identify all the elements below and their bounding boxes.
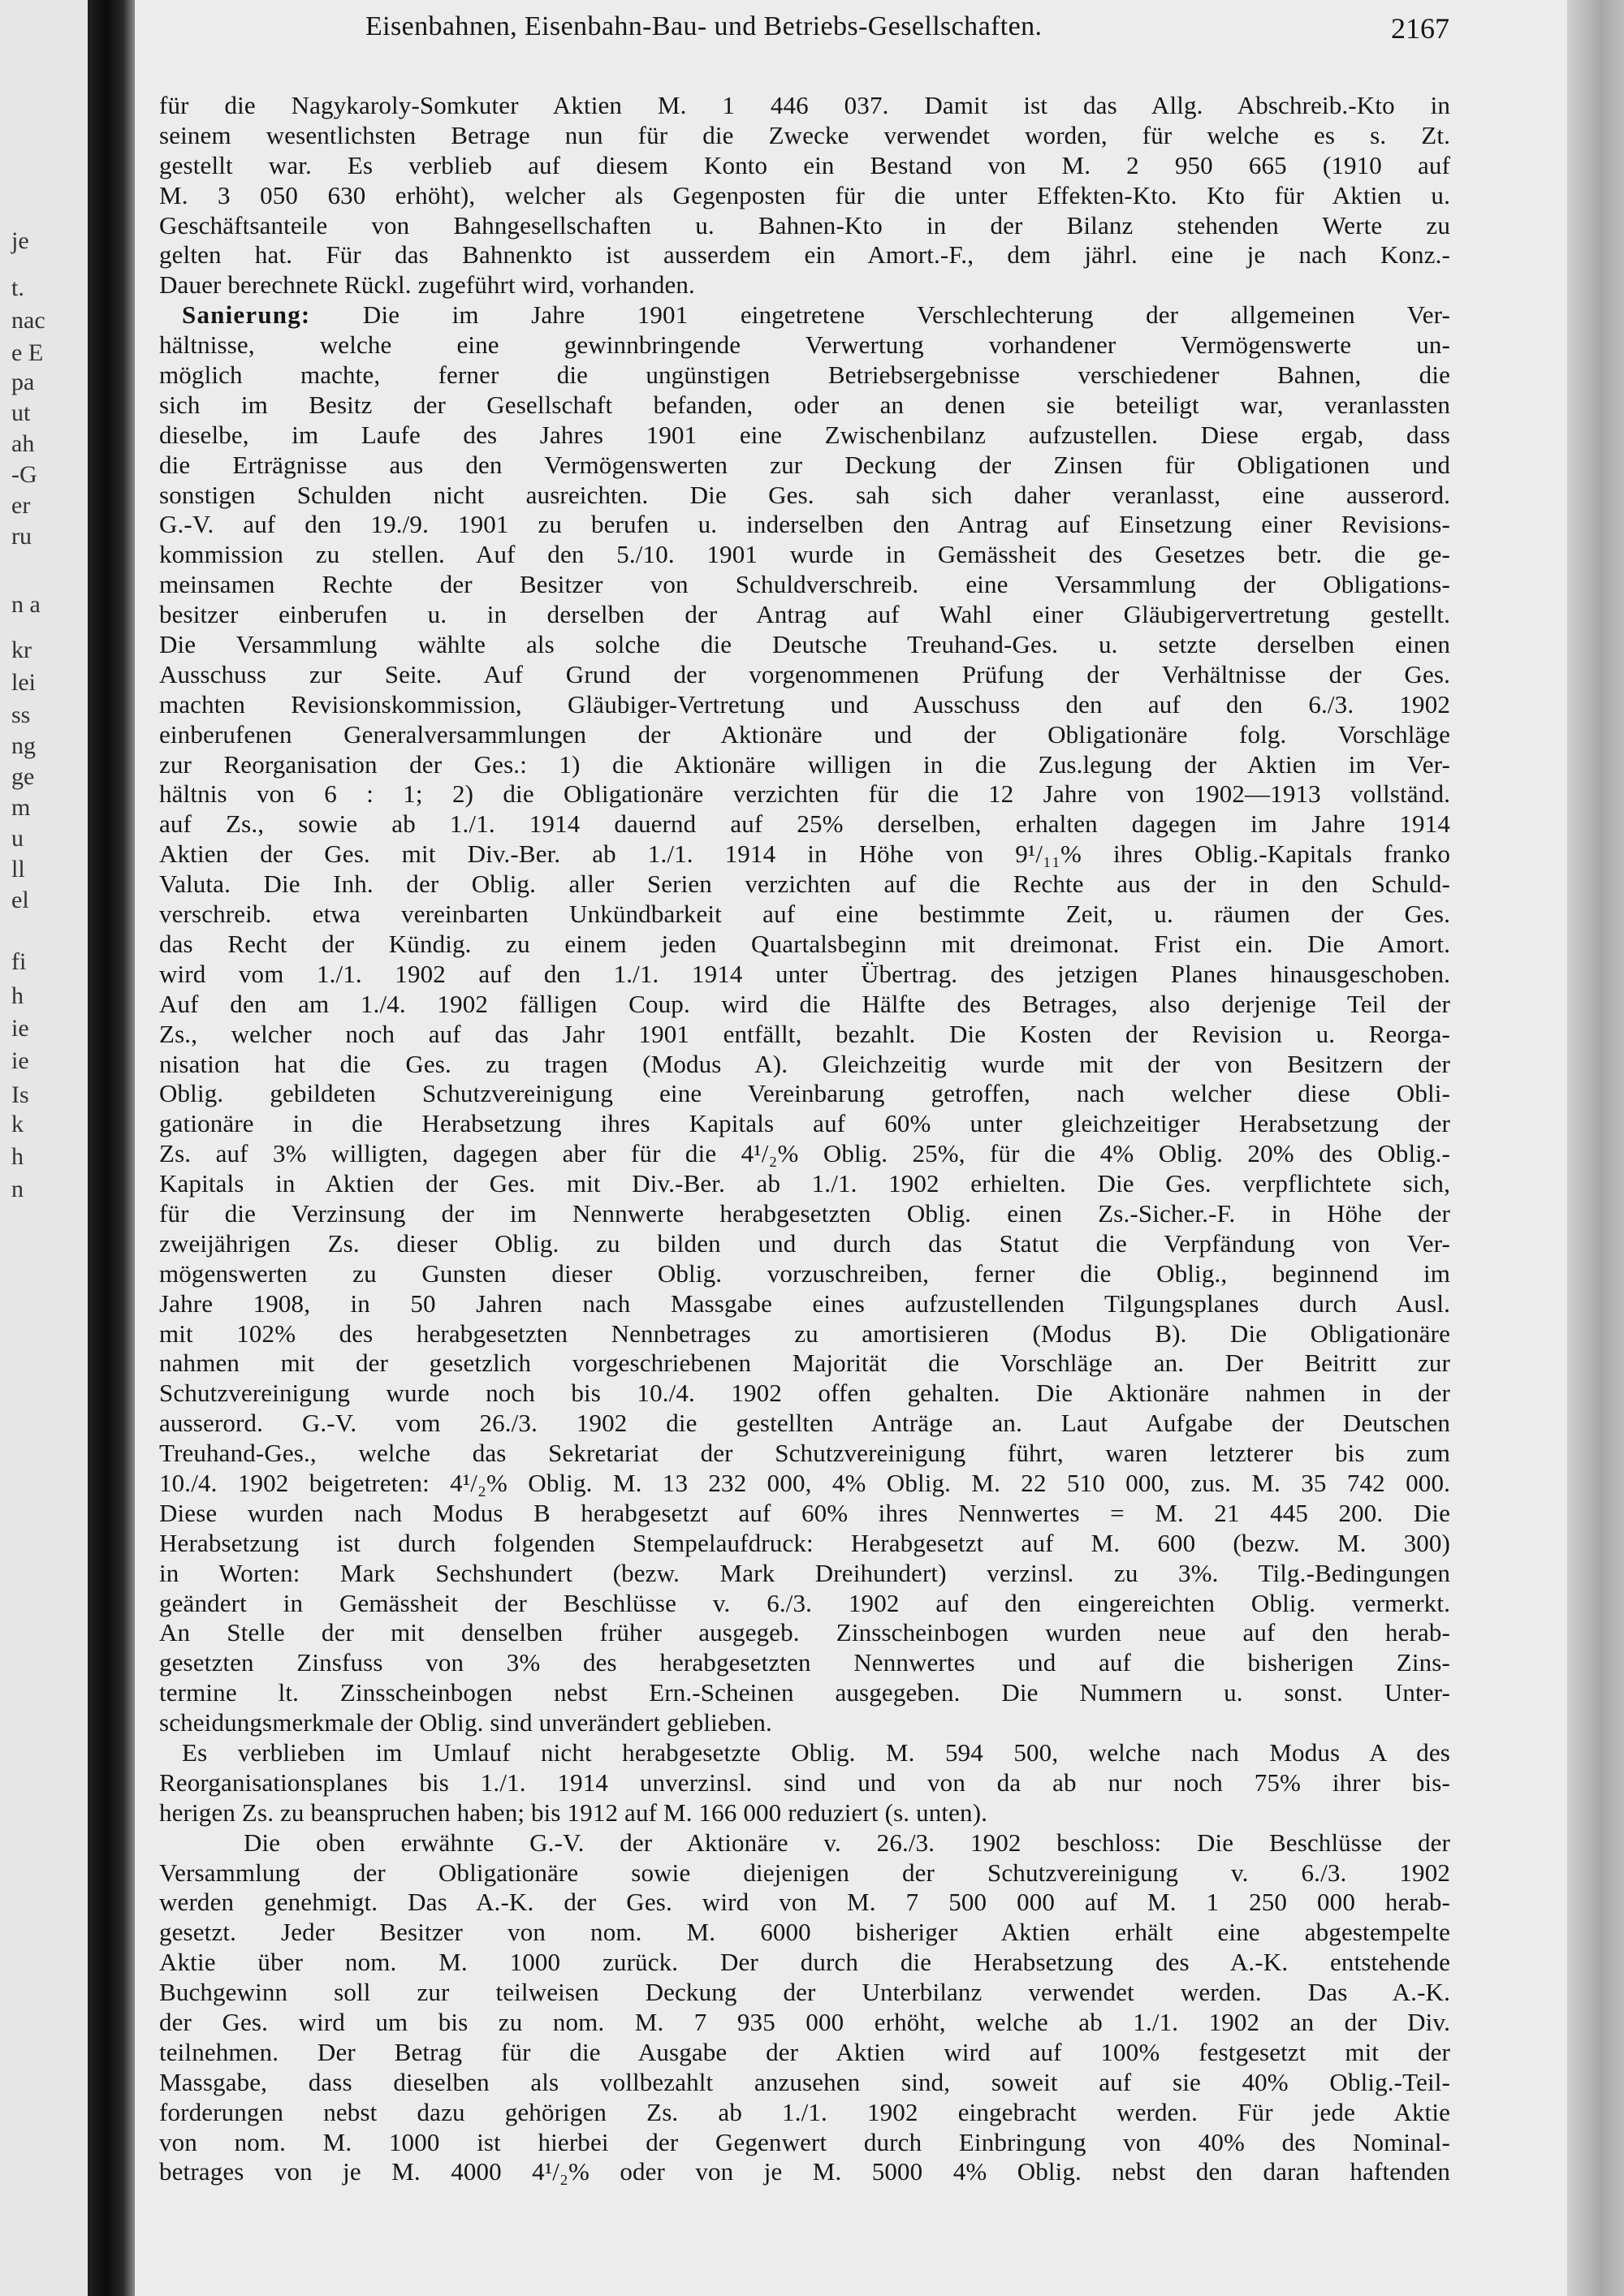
facing-page-text: t. bbox=[11, 274, 24, 301]
line-text: Herabsetzung ist durch folgenden Stempelaufdruck: Herabgesetzt auf M. 600 (bezw. M. 300) bbox=[159, 1528, 1450, 1557]
line-text: forderungen nebst dazu gehörigen Zs. ab 1./1. 1902 eingebracht werden. Für jede Aktie bbox=[159, 2097, 1450, 2126]
text-line bbox=[159, 2157, 1450, 2187]
line-text: Treuhand-Ges., welche das Sekretariat der Schutzvereinigung führt, waren letzterer bis zum bbox=[159, 1439, 1450, 1468]
running-head-title: Eisenbahnen, Eisenbahn-Bau- und Betriebs-Gesellschaften. bbox=[365, 11, 1043, 41]
text-line bbox=[159, 1439, 1450, 1469]
line-text: mit 102% des herabgesetzten Nennbetrages zu amortisieren (Modus B). Die Obligationäre bbox=[159, 1318, 1450, 1348]
text-line bbox=[159, 750, 1450, 780]
page-number: 2167 bbox=[1391, 12, 1449, 45]
line-text: Zs., welcher noch auf das Jahr 1901 entfällt, bezahlt. Die Kosten der Revision u. Reorga- bbox=[159, 1019, 1450, 1048]
facing-page-text: el bbox=[11, 887, 29, 913]
line-text: Aktie über nom. M. 1000 zurück. Der durch die Herabsetzung des A.-K. entstehende bbox=[159, 1948, 1450, 1977]
page-edge bbox=[1567, 0, 1624, 2296]
line-text: möglich machte, ferner die ungünstigen Betriebsergebnisse verschiedener Bahnen, die bbox=[159, 360, 1450, 390]
adjacent-page-fragment bbox=[0, 0, 88, 2296]
text-line bbox=[159, 1199, 1450, 1229]
line-text: Ausschuss zur Seite. Auf Grund der vorgenommenen Prüfung der Verhältnisse der Ges. bbox=[159, 659, 1450, 688]
text-line bbox=[159, 1229, 1450, 1259]
text-line bbox=[159, 1139, 1450, 1169]
facing-page-text: n a bbox=[11, 591, 41, 618]
text-line bbox=[159, 2098, 1450, 2128]
line-text: An Stelle der mit denselben früher ausgegeb. Zinsscheinbogen wurden neue auf den herab- bbox=[159, 1618, 1450, 1647]
text-line bbox=[159, 211, 1450, 241]
line-text: Es verblieben im Umlauf nicht herabgesetzte Oblig. M. 594 500, welche nach Modus A des bbox=[182, 1737, 1450, 1767]
line-text: einberufenen Generalversammlungen der Aktionäre und der Obligationäre folg. Vorschläge bbox=[159, 719, 1450, 749]
text-line bbox=[159, 181, 1450, 211]
line-text: zur Reorganisation der Ges.: 1) die Aktionäre willigen in die Zus.legung der Aktien im Ver- bbox=[159, 749, 1450, 779]
line-text: verschreib. etwa vereinbarten Unkündbarkeit auf eine bestimmte Zeit, u. räumen der Ges. bbox=[159, 900, 1450, 929]
line-text: nahmen mit der gesetzlich vorgeschriebenen Majorität die Vorschläge an. Der Beitritt zur bbox=[159, 1349, 1450, 1378]
text-line bbox=[159, 421, 1450, 451]
text-line bbox=[159, 1648, 1450, 1678]
line-text: G.-V. auf den 19./9. 1901 zu berufen u. inderselben den Antrag auf Einsetzung einer Revisions- bbox=[159, 510, 1450, 539]
book-gutter bbox=[88, 0, 135, 2296]
text-line bbox=[159, 1529, 1450, 1559]
line-text: für die Verzinsung der im Nennwerte herabgesetzten Oblig. einen Zs.-Sicher.-F. in Höhe der bbox=[159, 1198, 1450, 1228]
line-text: die Erträgnisse aus den Vermögenswerten zur Deckung der Zinsen für Obligationen und bbox=[159, 450, 1450, 479]
text-line bbox=[159, 1738, 1450, 1768]
text-line bbox=[159, 1618, 1450, 1648]
line-text: für die Nagykaroly-Somkuter Aktien M. 1 446 037. Damit ist das Allg. Abschreib.-Kto in bbox=[159, 91, 1450, 119]
text-line bbox=[159, 630, 1450, 660]
line-text: hältnis von 6 : 1; 2) die Obligationäre verzichten für die 12 Jahre von 1902—1913 vollständ. bbox=[159, 779, 1450, 809]
line-text: 10./4. 1902 beigetreten: 4¹/₂% Oblig. M. 13 232 000, 4% Oblig. M. 22 510 000, zus. M. 35 742 000. bbox=[159, 1468, 1450, 1497]
text-line bbox=[159, 1259, 1450, 1289]
text-line bbox=[159, 451, 1450, 481]
line-text: Dauer berechnete Rückl. zugeführt wird, vorhanden. bbox=[159, 270, 695, 300]
facing-page-text: er bbox=[11, 492, 31, 519]
facing-page-text: ll bbox=[11, 856, 25, 883]
text-line bbox=[159, 240, 1450, 270]
text-line bbox=[159, 1050, 1450, 1080]
line-text: betrages von je M. 4000 4¹/₂% oder von je M. 5000 4% Oblig. nebst den daran haftenden bbox=[159, 2157, 1450, 2186]
line-text: sich im Besitz der Gesellschaft befanden, oder an denen sie beteiligt war, veranlassten bbox=[159, 390, 1450, 419]
line-text: Auf den am 1./4. 1902 fälligen Coup. wird die Hälfte des Betrages, also derjenige Teil der bbox=[159, 989, 1450, 1018]
text-line bbox=[159, 1289, 1450, 1319]
line-text: Diese wurden nach Modus B herabgesetzt auf 60% ihres Nennwertes = M. 21 445 200. Die bbox=[159, 1498, 1450, 1527]
text-line bbox=[159, 1888, 1450, 1918]
text-line bbox=[159, 2128, 1450, 2158]
text-line bbox=[159, 391, 1450, 421]
line-text: Geschäftsanteile von Bahngesellschaften u. Bahnen-Kto in der Bilanz stehenden Werte zu bbox=[159, 210, 1450, 240]
line-text: mögenswerten zu Gunsten dieser Oblig. vorzuschreiben, ferner die Oblig., beginnend im bbox=[159, 1258, 1450, 1288]
line-text: Massgabe, dass dieselben als vollbezahlt anzusehen sind, soweit auf sie 40% Oblig.-Teil- bbox=[159, 2067, 1450, 2096]
line-text: seinem wesentlichsten Betrage nun für die Zwecke verwendet worden, für welche es s. Zt. bbox=[159, 120, 1450, 149]
running-head bbox=[235, 11, 1449, 50]
text-line bbox=[159, 360, 1450, 391]
facing-page-text: h bbox=[11, 982, 24, 1009]
text-line bbox=[159, 151, 1450, 181]
line-text: meinsamen Rechte der Besitzer von Schuldverschreib. eine Versammlung der Obligations- bbox=[159, 570, 1450, 599]
text-line bbox=[159, 839, 1450, 870]
text-line bbox=[159, 990, 1450, 1020]
line-text: der Ges. wird um bis zu nom. M. 7 935 000 erhöht, welche ab 1./1. 1902 an der Div. bbox=[159, 2008, 1450, 2036]
text-line bbox=[159, 779, 1450, 809]
text-line bbox=[159, 690, 1450, 720]
line-text: machten Revisionskommission, Gläubiger-Vertretung und Ausschuss den auf den 6./3. 1902 bbox=[159, 689, 1450, 719]
line-text: M. 3 050 630 erhöht), welcher als Gegenposten für die unter Effekten-Kto. Kto für Aktien u. bbox=[159, 180, 1450, 209]
facing-page-text: ss bbox=[11, 701, 31, 728]
text-line bbox=[159, 1109, 1450, 1139]
line-text: Valuta. Die Inh. der Oblig. aller Serien verzichten auf die Rechte aus der in den Schuld- bbox=[159, 870, 1450, 899]
facing-page-text: k bbox=[11, 1111, 24, 1137]
text-line bbox=[159, 1978, 1450, 2008]
text-line bbox=[159, 1319, 1450, 1349]
line-text: Versammlung der Obligationäre sowie diejenigen der Schutzvereinigung v. 6./3. 1902 bbox=[159, 1858, 1450, 1887]
text-line bbox=[159, 1079, 1450, 1109]
facing-page-text: -G bbox=[11, 461, 37, 488]
text-line bbox=[159, 330, 1450, 360]
line-text: Die Versammlung wählte als solche die Deutsche Treuhand-Ges. u. setzte derselben einen bbox=[159, 630, 1450, 659]
text-line bbox=[159, 1828, 1450, 1858]
text-line bbox=[159, 1349, 1450, 1379]
line-text: Jahre 1908, in 50 Jahren nach Massgabe eines aufzustellenden Tilgungsplanes durch Ausl. bbox=[159, 1288, 1450, 1318]
facing-page-text: e E bbox=[11, 339, 44, 366]
facing-page-text: m bbox=[11, 794, 31, 821]
text-line bbox=[159, 91, 1450, 121]
text-line bbox=[159, 300, 1450, 330]
facing-page-text: n bbox=[11, 1176, 24, 1202]
text-line bbox=[159, 1169, 1450, 1199]
line-text: scheidungsmerkmale der Oblig. sind unverändert geblieben. bbox=[159, 1708, 772, 1737]
text-line bbox=[159, 660, 1450, 690]
facing-page-text: je bbox=[11, 227, 29, 254]
line-text: gestellt war. Es verblieb auf diesem Konto ein Bestand von M. 2 950 665 (1910 auf bbox=[159, 150, 1450, 179]
text-line bbox=[159, 510, 1450, 540]
line-text: gelten hat. Für das Bahnenkto ist ausserdem ein Amort.-F., dem jährl. eine je nach Konz.- bbox=[159, 240, 1450, 270]
facing-page-text: kr bbox=[11, 637, 32, 663]
text-line bbox=[159, 1589, 1450, 1619]
line-text: geändert in Gemässheit der Beschlüsse v. 6./3. 1902 auf den eingereichten Oblig. vermerkt. bbox=[159, 1588, 1450, 1617]
text-line bbox=[159, 121, 1450, 151]
line-text: gationäre in die Herabsetzung ihres Kapitals auf 60% unter gleichzeitiger Herabsetzung der bbox=[159, 1109, 1450, 1138]
line-text: in Worten: Mark Sechshundert (bezw. Mark Dreihundert) verzinsl. zu 3%. Tilg.-Bedingungen bbox=[159, 1558, 1450, 1587]
text-line bbox=[159, 1678, 1450, 1708]
text-line bbox=[159, 1948, 1450, 1978]
line-text: auf Zs., sowie ab 1./1. 1914 dauernd auf 25% derselben, erhalten dagegen im Jahre 1914 bbox=[159, 809, 1450, 839]
text-line bbox=[159, 960, 1450, 990]
line-text: Reorganisationsplanes bis 1./1. 1914 unverzinsl. sind und von da ab nur noch 75% ihrer bis- bbox=[159, 1767, 1450, 1797]
text-line bbox=[159, 2008, 1450, 2038]
facing-page-text: ut bbox=[11, 399, 31, 426]
facing-page-text: pa bbox=[11, 369, 35, 395]
text-line bbox=[159, 270, 1450, 300]
text-line bbox=[159, 1768, 1450, 1798]
facing-page-text: ah bbox=[11, 430, 35, 457]
facing-page-text: nac bbox=[11, 307, 45, 334]
facing-page-text: h bbox=[11, 1143, 24, 1170]
text-line bbox=[159, 720, 1450, 750]
text-line bbox=[159, 570, 1450, 600]
text-line bbox=[159, 1499, 1450, 1529]
text-line bbox=[159, 809, 1450, 839]
line-text: ausserord. G.-V. vom 26./3. 1902 die gestellten Anträge an. Laut Aufgabe der Deutschen bbox=[159, 1409, 1450, 1438]
text-line bbox=[159, 1858, 1450, 1888]
text-line bbox=[159, 1469, 1450, 1499]
text-line bbox=[159, 1918, 1450, 1948]
body-text bbox=[159, 91, 1450, 2187]
line-text: termine lt. Zinsscheinbogen nebst Ern.-Scheinen ausgegeben. Die Nummern u. sonst. Unter- bbox=[159, 1678, 1450, 1707]
facing-page-text: ge bbox=[11, 763, 35, 790]
section-label: Sanierung: bbox=[182, 300, 311, 330]
line-text: Oblig. gebildeten Schutzvereinigung eine Vereinbarung getroffen, nach welcher diese Obli- bbox=[159, 1079, 1450, 1108]
line-text: Buchgewinn soll zur teilweisen Deckung der Unterbilanz verwendet werden. Das A.-K. bbox=[159, 1978, 1450, 2007]
line-text: Kapitals in Aktien der Ges. mit Div.-Ber. ab 1./1. 1902 erhielten. Die Ges. verpflichtete sich, bbox=[159, 1169, 1450, 1198]
facing-page-text: fi bbox=[11, 948, 27, 975]
line-text: wird vom 1./1. 1902 auf den 1./1. 1914 unter Übertrag. des jetzigen Planes hinausgeschoben. bbox=[159, 959, 1450, 988]
line-text: besitzer einberufen u. in derselben der Antrag auf Wahl einer Gläubigervertretung gestellt. bbox=[159, 600, 1450, 629]
line-text: kommission zu stellen. Auf den 5./10. 1901 wurde in Gemässheit des Gesetzes betr. die ge- bbox=[159, 540, 1450, 569]
line-text: sonstigen Schulden nicht ausreichten. Die Ges. sah sich daher veranlasst, eine ausserord. bbox=[159, 480, 1450, 509]
facing-page-text: u bbox=[11, 825, 24, 852]
facing-page-text: Is bbox=[11, 1081, 29, 1108]
facing-page-text: ru bbox=[11, 523, 32, 550]
line-text: teilnehmen. Der Betrag für die Ausgabe der Aktien wird auf 100% festgesetzt mit der bbox=[159, 2037, 1450, 2066]
text-line bbox=[159, 600, 1450, 630]
line-text: von nom. M. 1000 ist hierbei der Gegenwert durch Einbringung von 40% des Nominal- bbox=[159, 2127, 1450, 2156]
line-text: das Recht der Kündig. zu einem jeden Quartalsbeginn mit dreimonat. Frist ein. Die Amort. bbox=[159, 929, 1450, 958]
text-line bbox=[159, 1559, 1450, 1589]
line-text: werden genehmigt. Das A.-K. der Ges. wird von M. 7 500 000 auf M. 1 250 000 herab- bbox=[159, 1888, 1450, 1917]
line-text: dieselbe, im Laufe des Jahres 1901 eine Zwischenbilanz aufzustellen. Diese ergab, dass bbox=[159, 420, 1450, 449]
line-text: Die oben erwähnte G.-V. der Aktionäre v. 26./3. 1902 beschloss: Die Beschlüsse der bbox=[244, 1828, 1450, 1857]
text-line bbox=[159, 1798, 1450, 1828]
line-text: hältnisse, welche eine gewinnbringende Verwertung vorhandener Vermögenswerte un- bbox=[159, 330, 1450, 360]
line-text: Aktien der Ges. mit Div.-Ber. ab 1./1. 1914 in Höhe von 9¹/₁₁% ihres Oblig.-Kapitals franko bbox=[159, 839, 1450, 869]
line-text: zweijährigen Zs. dieser Oblig. zu bilden und durch das Statut die Verpfändung von Ver- bbox=[159, 1228, 1450, 1258]
text-line bbox=[159, 870, 1450, 900]
text-line bbox=[159, 930, 1450, 960]
text-line bbox=[159, 1409, 1450, 1439]
text-line bbox=[159, 540, 1450, 570]
text-line bbox=[159, 2068, 1450, 2098]
text-line bbox=[159, 900, 1450, 930]
facing-page-text: ie bbox=[11, 1015, 29, 1042]
line-text: herigen Zs. zu beanspruchen haben; bis 1912 auf M. 166 000 reduziert (s. unten). bbox=[159, 1798, 988, 1827]
text-line bbox=[159, 2038, 1450, 2068]
text-line bbox=[159, 1020, 1450, 1050]
line-text: Zs. auf 3% willigten, dagegen aber für die 4¹/₂% Oblig. 25%, für die 4% Oblig. 20% des Oblig.- bbox=[159, 1139, 1450, 1168]
line-text: gesetzten Zinsfuss von 3% des herabgesetzten Nennwertes und auf die bisherigen Zins- bbox=[159, 1648, 1450, 1677]
line-text: Die im Jahre 1901 eingetretene Verschlechterung der allgemeinen Ver- bbox=[310, 300, 1450, 330]
line-text: gesetzt. Jeder Besitzer von nom. M. 6000 bisheriger Aktien erhält eine abgestempelte bbox=[159, 1918, 1450, 1947]
facing-page-text: ng bbox=[11, 732, 36, 759]
line-text: Schutzvereinigung wurde noch bis 10./4. 1902 offen gehalten. Die Aktionäre nahmen in der bbox=[159, 1379, 1450, 1408]
text-line bbox=[159, 1708, 1450, 1738]
facing-page-text: lei bbox=[11, 669, 36, 696]
text-line bbox=[159, 481, 1450, 511]
facing-page-text: ie bbox=[11, 1047, 29, 1074]
text-line bbox=[159, 1379, 1450, 1409]
line-text: nisation hat die Ges. zu tragen (Modus A). Gleichzeitig wurde mit der von Besitzern der bbox=[159, 1049, 1450, 1078]
